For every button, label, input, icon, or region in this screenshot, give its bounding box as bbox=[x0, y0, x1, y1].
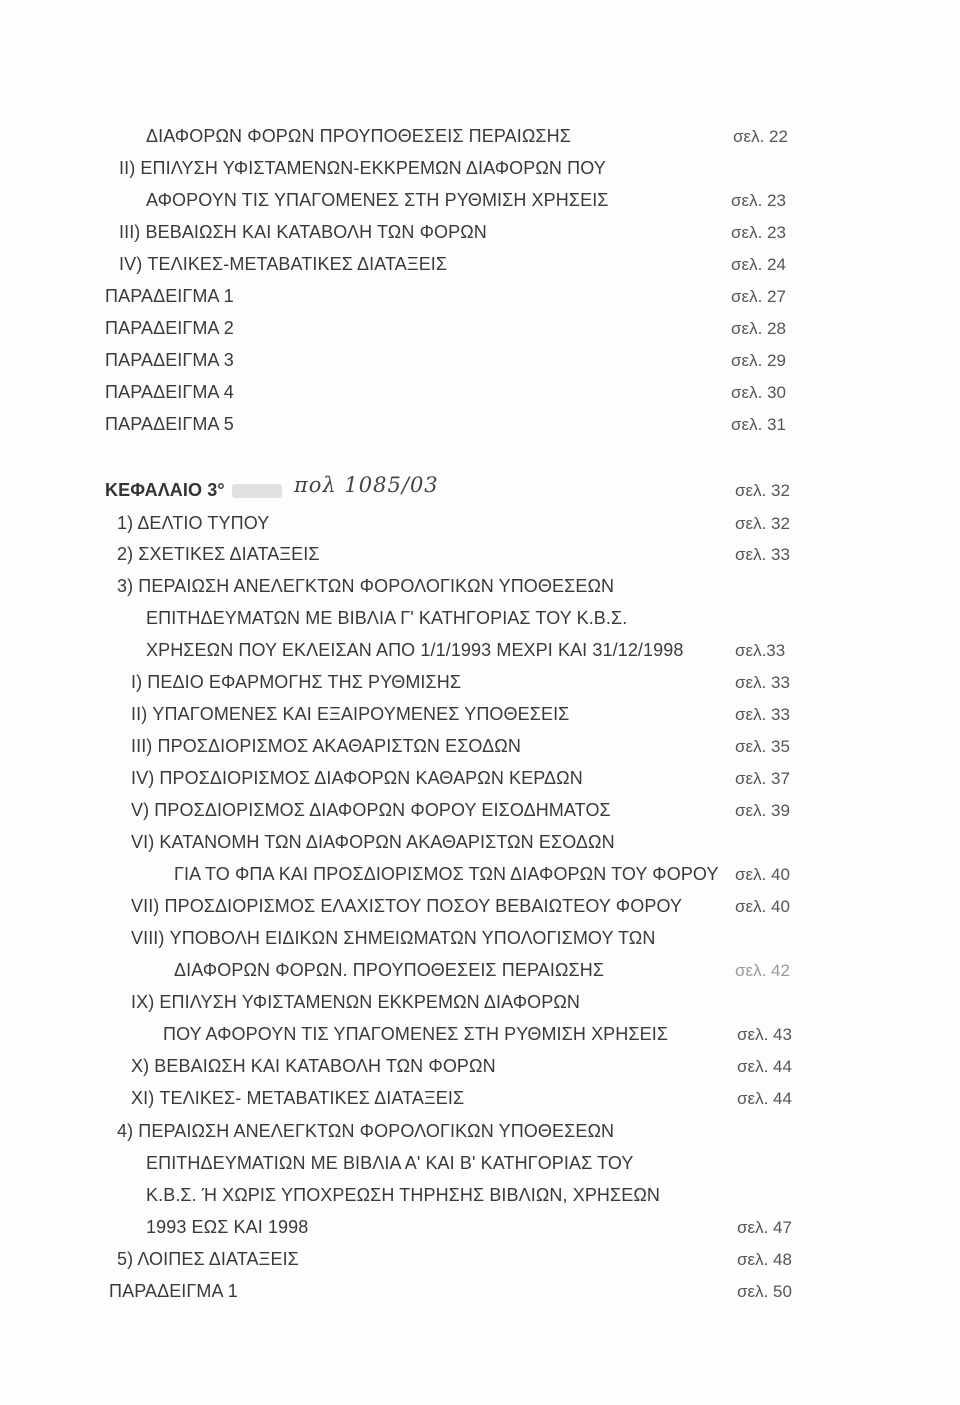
handwritten-note: πολ 1085/03 bbox=[294, 473, 439, 497]
toc-line: ΠΑΡΑΔΕΙΓΜΑ 2 bbox=[105, 318, 234, 338]
toc-line: ΠΑΡΑΔΕΙΓΜΑ 4 bbox=[105, 382, 234, 402]
toc-line: 5) ΛΟΙΠΕΣ ΔΙΑΤΑΞΕΙΣ bbox=[117, 1249, 299, 1269]
page-ref: σελ. 32 bbox=[735, 481, 790, 500]
toc-line: II) ΥΠΑΓΟΜΕΝΕΣ ΚΑΙ ΕΞΑΙΡΟΥΜΕΝΕΣ ΥΠΟΘΕΣΕΙΣ bbox=[131, 704, 570, 724]
toc-line: ΔΙΑΦΟΡΩΝ ΦΟΡΩΝ ΠΡΟΥΠΟΘΕΣΕΙΣ ΠΕΡΑΙΩΣΗΣ bbox=[146, 126, 571, 146]
page-ref: σελ. 48 bbox=[737, 1250, 792, 1269]
page-ref: σελ. 44 bbox=[737, 1089, 792, 1108]
page-ref: σελ. 50 bbox=[737, 1282, 792, 1301]
toc-line: XI) ΤΕΛΙΚΕΣ- ΜΕΤΑΒΑΤΙΚΕΣ ΔΙΑΤΑΞΕΙΣ bbox=[131, 1088, 465, 1108]
page-ref: σελ. 35 bbox=[735, 737, 790, 756]
page-ref: σελ. 39 bbox=[735, 801, 790, 820]
toc-line: ΠΑΡΑΔΕΙΓΜΑ 5 bbox=[105, 414, 234, 434]
toc-line: Κ.Β.Σ. Ή ΧΩΡΙΣ ΥΠΟΧΡΕΩΣΗ ΤΗΡΗΣΗΣ ΒΙΒΛΙΩΝ, ΧΡΗΣΕΩΝ bbox=[146, 1185, 661, 1205]
toc-line: III) ΒΕΒΑΙΩΣΗ ΚΑΙ ΚΑΤΑΒΟΛΗ ΤΩΝ ΦΟΡΩΝ bbox=[119, 222, 487, 242]
chapter-heading: ΚΕΦΑΛΑΙΟ 3° bbox=[105, 480, 225, 500]
page-ref: σελ. 31 bbox=[731, 415, 786, 434]
page-ref: σελ. 33 bbox=[735, 545, 790, 564]
toc-line: 1) ΔΕΛΤΙΟ ΤΥΠΟΥ bbox=[117, 513, 270, 533]
toc-line: ΠΑΡΑΔΕΙΓΜΑ 1 bbox=[109, 1281, 238, 1301]
toc-line: ΠΑΡΑΔΕΙΓΜΑ 1 bbox=[105, 286, 234, 306]
page-ref: σελ. 47 bbox=[737, 1218, 792, 1237]
toc-line: ΓΙΑ ΤΟ ΦΠΑ ΚΑΙ ΠΡΟΣΔΙΟΡΙΣΜΟΣ ΤΩΝ ΔΙΑΦΟΡΩΝ ΤΟΥ ΦΟΡΟΥ bbox=[174, 864, 719, 884]
page-ref: σελ. 28 bbox=[731, 319, 786, 338]
toc-line: ΠΟΥ ΑΦΟΡΟΥΝ ΤΙΣ ΥΠΑΓΟΜΕΝΕΣ ΣΤΗ ΡΥΘΜΙΣΗ ΧΡΗΣΕΙΣ bbox=[163, 1024, 669, 1044]
toc-line: 3) ΠΕΡΑΙΩΣΗ ΑΝΕΛΕΓΚΤΩΝ ΦΟΡΟΛΟΓΙΚΩΝ ΥΠΟΘΕΣΕΩΝ bbox=[117, 576, 615, 596]
page-ref: σελ. 43 bbox=[737, 1025, 792, 1044]
toc-line: 1993 ΕΩΣ ΚΑΙ 1998 bbox=[146, 1217, 309, 1237]
toc-line: IV) ΤΕΛΙΚΕΣ-ΜΕΤΑΒΑΤΙΚΕΣ ΔΙΑΤΑΞΕΙΣ bbox=[119, 254, 448, 274]
toc-line: X) ΒΕΒΑΙΩΣΗ ΚΑΙ ΚΑΤΑΒΟΛΗ ΤΩΝ ΦΟΡΩΝ bbox=[131, 1056, 496, 1076]
toc-line: ΕΠΙΤΗΔΕΥΜΑΤΙΩΝ ΜΕ ΒΙΒΛΙΑ Α' ΚΑΙ Β' ΚΑΤΗΓΟΡΙΑΣ ΤΟΥ bbox=[146, 1153, 634, 1173]
toc-line: IX) ΕΠΙΛΥΣΗ ΥΦΙΣΤΑΜΕΝΩΝ ΕΚΚΡΕΜΩΝ ΔΙΑΦΟΡΩΝ bbox=[131, 992, 581, 1012]
page-ref: σελ. 40 bbox=[735, 897, 790, 916]
toc-line: ΧΡΗΣΕΩΝ ΠΟΥ ΕΚΛΕΙΣΑΝ ΑΠΟ 1/1/1993 ΜΕΧΡΙ ΚΑΙ 31/12/1998 bbox=[146, 640, 684, 660]
page-ref: σελ. 33 bbox=[735, 705, 790, 724]
page-ref: σελ. 40 bbox=[735, 865, 790, 884]
toc-line: ΔΙΑΦΟΡΩΝ ΦΟΡΩΝ. ΠΡΟΥΠΟΘΕΣΕΙΣ ΠΕΡΑΙΩΣΗΣ bbox=[174, 960, 605, 980]
page-ref: σελ. 23 bbox=[731, 223, 786, 242]
toc-line: ΠΑΡΑΔΕΙΓΜΑ 3 bbox=[105, 350, 234, 370]
toc-line: IV) ΠΡΟΣΔΙΟΡΙΣΜΟΣ ΔΙΑΦΟΡΩΝ ΚΑΘΑΡΩΝ ΚΕΡΔΩΝ bbox=[131, 768, 583, 788]
toc-line: VIII) ΥΠΟΒΟΛΗ ΕΙΔΙΚΩΝ ΣΗΜΕΙΩΜΑΤΩΝ ΥΠΟΛΟΓΙΣΜΟΥ ΤΩΝ bbox=[131, 928, 656, 948]
toc-line: ΕΠΙΤΗΔΕΥΜΑΤΩΝ ΜΕ ΒΙΒΛΙΑ Γ' ΚΑΤΗΓΟΡΙΑΣ ΤΟΥ Κ.Β.Σ. bbox=[146, 608, 628, 628]
page-ref: σελ. 44 bbox=[737, 1057, 792, 1076]
page-ref: σελ. 32 bbox=[735, 514, 790, 533]
page-ref: σελ. 37 bbox=[735, 769, 790, 788]
page-ref: σελ. 23 bbox=[731, 191, 786, 210]
toc-line: 4) ΠΕΡΑΙΩΣΗ ΑΝΕΛΕΓΚΤΩΝ ΦΟΡΟΛΟΓΙΚΩΝ ΥΠΟΘΕΣΕΩΝ bbox=[117, 1121, 615, 1141]
toc-line: V) ΠΡΟΣΔΙΟΡΙΣΜΟΣ ΔΙΑΦΟΡΩΝ ΦΟΡΟΥ ΕΙΣΟΔΗΜΑΤΟΣ bbox=[131, 800, 611, 820]
page-ref: σελ. 22 bbox=[733, 127, 788, 146]
ink-smudge bbox=[232, 484, 282, 498]
page-ref: σελ. 42 bbox=[735, 961, 790, 980]
page-ref: σελ. 24 bbox=[731, 255, 786, 274]
toc-line: III) ΠΡΟΣΔΙΟΡΙΣΜΟΣ ΑΚΑΘΑΡΙΣΤΩΝ ΕΣΟΔΩΝ bbox=[131, 736, 521, 756]
toc-line: 2) ΣΧΕΤΙΚΕΣ ΔΙΑΤΑΞΕΙΣ bbox=[117, 544, 320, 564]
toc-line: II) ΕΠΙΛΥΣΗ ΥΦΙΣΤΑΜΕΝΩΝ-ΕΚΚΡΕΜΩΝ ΔΙΑΦΟΡΩΝ ΠΟΥ bbox=[119, 158, 606, 178]
page-ref: σελ. 27 bbox=[731, 287, 786, 306]
page-ref: σελ. 30 bbox=[731, 383, 786, 402]
toc-line: ΑΦΟΡΟΥΝ ΤΙΣ ΥΠΑΓΟΜΕΝΕΣ ΣΤΗ ΡΥΘΜΙΣΗ ΧΡΗΣΕΙΣ bbox=[146, 190, 609, 210]
toc-line: VI) ΚΑΤΑΝΟΜΗ ΤΩΝ ΔΙΑΦΟΡΩΝ ΑΚΑΘΑΡΙΣΤΩΝ ΕΣΟΔΩΝ bbox=[131, 832, 615, 852]
toc-line: I) ΠΕΔΙΟ ΕΦΑΡΜΟΓΗΣ ΤΗΣ ΡΥΘΜΙΣΗΣ bbox=[131, 672, 462, 692]
toc-line: VII) ΠΡΟΣΔΙΟΡΙΣΜΟΣ ΕΛΑΧΙΣΤΟΥ ΠΟΣΟΥ ΒΕΒΑΙΩΤΕΟΥ ΦΟΡΟΥ bbox=[131, 896, 683, 916]
page-ref: σελ.33 bbox=[735, 641, 786, 660]
page-ref: σελ. 29 bbox=[731, 351, 786, 370]
page-ref: σελ. 33 bbox=[735, 673, 790, 692]
